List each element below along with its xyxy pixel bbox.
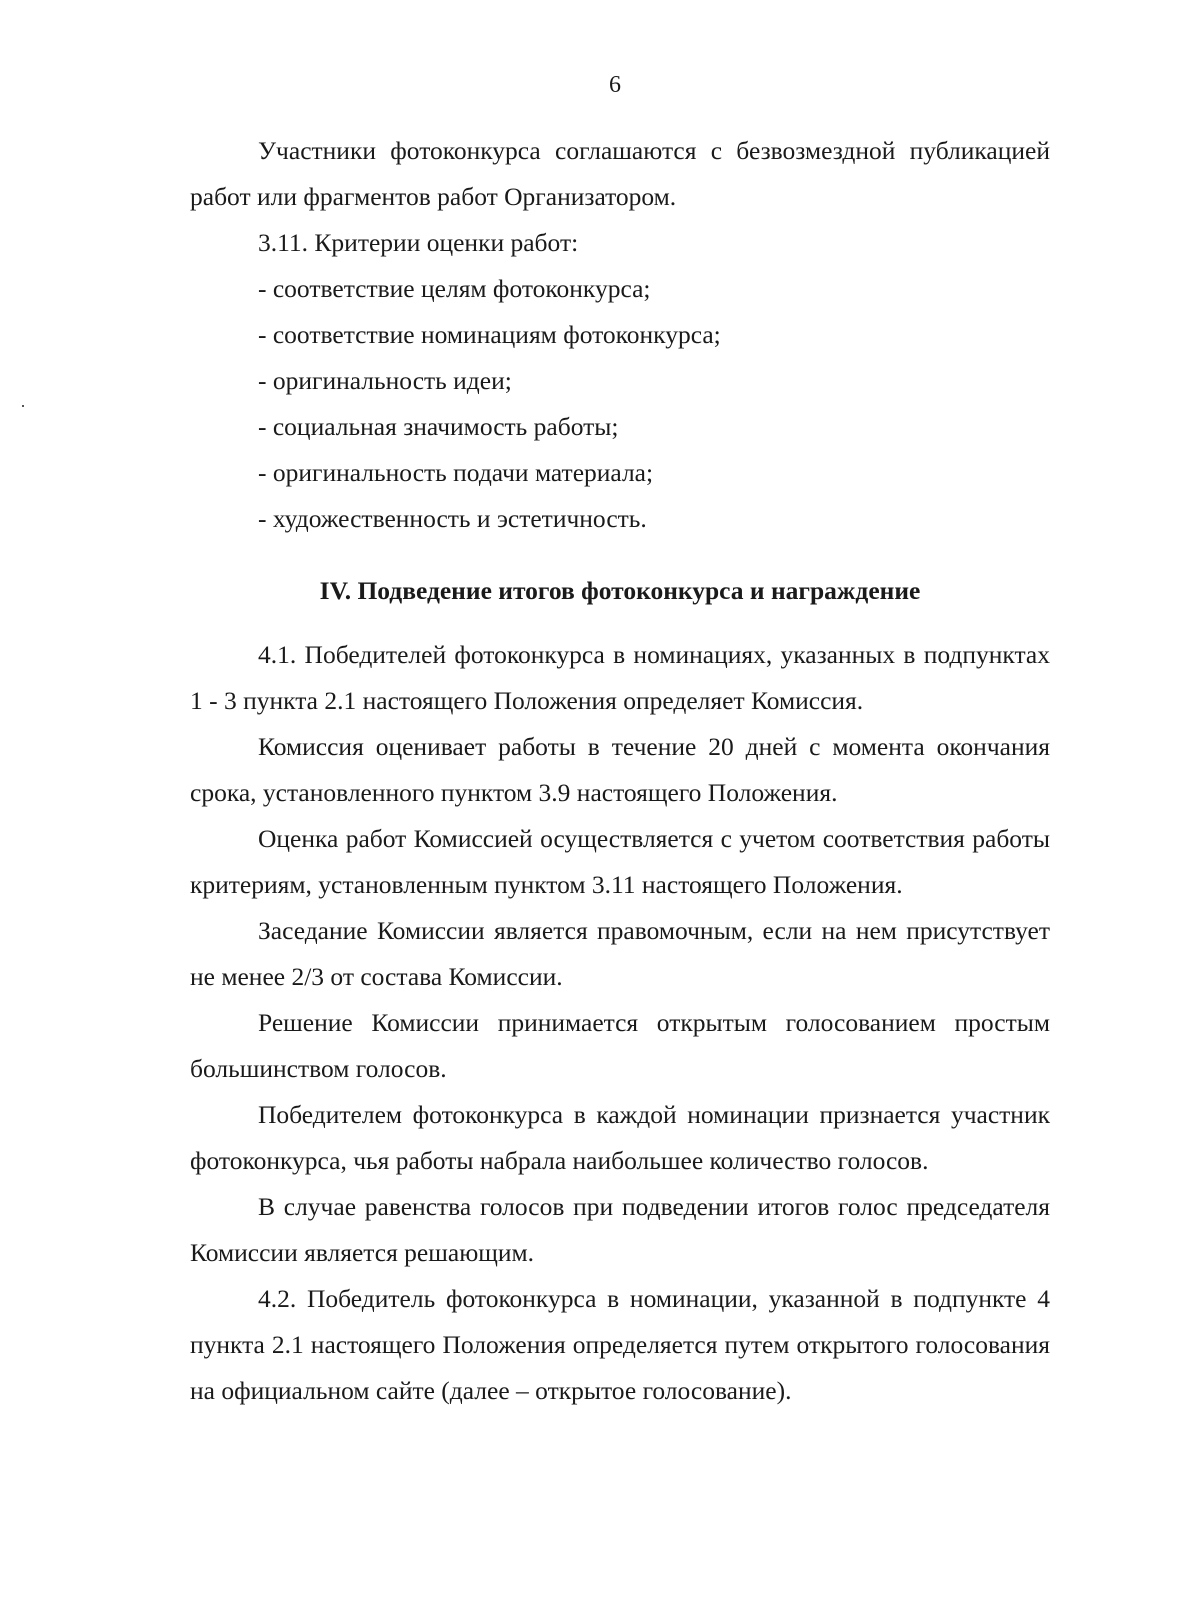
page-number: 6 xyxy=(609,72,621,98)
paragraph-criteria-title: 3.11. Критерии оценки работ: xyxy=(258,228,579,257)
section-heading: IV. Подведение итогов фотоконкурса и награждение xyxy=(319,576,921,605)
paragraph-evaluation: Оценка работ Комиссией осуществляется с учетом соответствия работы критериям, установленным пунктом 3.11 настоящего Положения. xyxy=(190,824,1050,899)
paragraph-commission-term: Комиссия оценивает работы в течение 20 дней с момента окончания срока, установленного пунктом 3.9 настоящего Положения. xyxy=(190,732,1050,807)
criteria-item: - соответствие целям фотоконкурса; xyxy=(258,274,651,303)
document-body xyxy=(190,128,1050,1414)
paragraph-4-1: 4.1. Победителей фотоконкурса в номинациях, указанных в подпунктах 1 - 3 пункта 2.1 настоящего Положения определяет Комиссия. xyxy=(190,640,1050,715)
criteria-item: - соответствие номинациям фотоконкурса; xyxy=(258,320,721,349)
criteria-item: - оригинальность подачи материала; xyxy=(258,458,654,487)
criteria-item: - социальная значимость работы; xyxy=(258,412,619,441)
criteria-item: - оригинальность идеи; xyxy=(258,366,512,395)
paragraph-winner: Победителем фотоконкурса в каждой номинации признается участник фотоконкурса, чья работы набрала наибольшее количество голосов. xyxy=(190,1100,1050,1175)
scan-speck xyxy=(22,405,24,407)
paragraph-tie: В случае равенства голосов при подведении итогов голос председателя Комиссии является решающим. xyxy=(190,1192,1050,1267)
paragraph-consent: Участники фотоконкурса соглашаются с безвозмездной публикацией работ или фрагментов работ Организатором. xyxy=(190,136,1050,211)
paragraph-decision: Решение Комиссии принимается открытым голосованием простым большинством голосов. xyxy=(190,1008,1050,1083)
criteria-item: - художественность и эстетичность. xyxy=(258,504,647,533)
paragraph-quorum: Заседание Комиссии является правомочным, если на нем присутствует не менее 2/3 от состава Комиссии. xyxy=(190,916,1050,991)
paragraph-4-2: 4.2. Победитель фотоконкурса в номинации, указанной в подпункте 4 пункта 2.1 настоящего Положения определяется путем открытого голосования на официальном сайте (далее – открытое голосование). xyxy=(190,1284,1050,1405)
